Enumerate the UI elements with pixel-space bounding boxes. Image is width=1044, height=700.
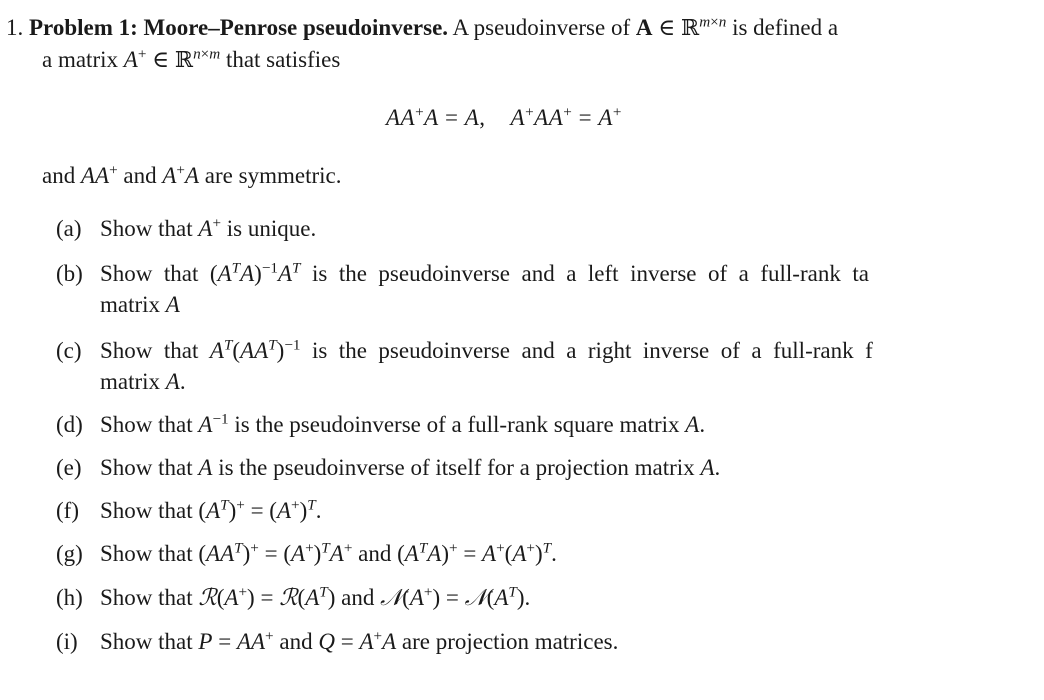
problem-title: Problem 1: Moore–Penrose pseudoinverse. [29,15,449,40]
sym-post: are symmetric. [204,163,342,188]
sym-pre: and [42,163,76,188]
item-label: (g) [56,541,83,566]
problem-number: 1. [6,15,24,40]
list-item-h: (h) Show that ℛ(A+) = $ℛ(A^T)$ and 𝒩(A+) = $𝒩(A^T)$. [56,583,531,611]
item-label: (d) [56,412,83,437]
math-Aplus-in-R: A+ ∈ ℝ$^{n\times m}$ [123,45,221,73]
item-label: (c) [56,338,82,363]
list-item-f: (f) Show that $(A^T)^+ = (A^+)^T$. [56,496,322,523]
list-item-i: (i) Show that P = AA+ and Q = A+A are projection matrices. [56,627,619,654]
problem-heading-line [6,13,839,41]
symmetric-line: and AA+ and A+A are symmetric. [42,161,342,188]
list-item-g: (g) Show that $(AA^T)^+ = (A^+)^TA^+$ and $(A^TA)^+ = A^+(A^+)^T$. [56,539,557,566]
item-label: (h) [56,585,83,610]
item-label: (f) [56,498,79,523]
list-item-e: (e) Show that A is the pseudoinverse of itself for a projection matrix A. [56,455,721,480]
list-item-a: (a) Show that A+ is unique. [56,214,317,241]
item-label: (e) [56,455,82,480]
list-item-b: (b) Show that $(A^TA)^{-1}A^T$ is the pseudoinverse and a left inverse of a full-rank ta [56,259,869,286]
line2-post: that satisfies [225,47,341,72]
line2-pre: a matrix [42,47,118,72]
math-A-in-R: A ∈ ℝ$^{m\times n}$ [635,13,727,41]
list-item-b-cont: matrix A [100,292,180,317]
intro-text: A pseudoinverse of [452,15,631,40]
item-label: (a) [56,216,82,241]
item-label: (i) [56,629,78,654]
item-label: (b) [56,261,83,286]
list-item-c-cont: matrix A. [100,369,186,394]
list-item-c: (c) Show that $A^T(AA^T)^{-1}$ is the pseudoinverse and a right inverse of a full-rank f [56,336,873,363]
sym-mid: and [123,163,157,188]
problem-line-2 [42,45,341,73]
list-item-d: (d) Show that $A^{-1}$ is the pseudoinverse of a full-rank square matrix A. [56,410,706,437]
intro-text-end: is defined a [732,15,839,40]
display-equation: AA+A = A, A+AA+ = A+ [386,103,622,130]
